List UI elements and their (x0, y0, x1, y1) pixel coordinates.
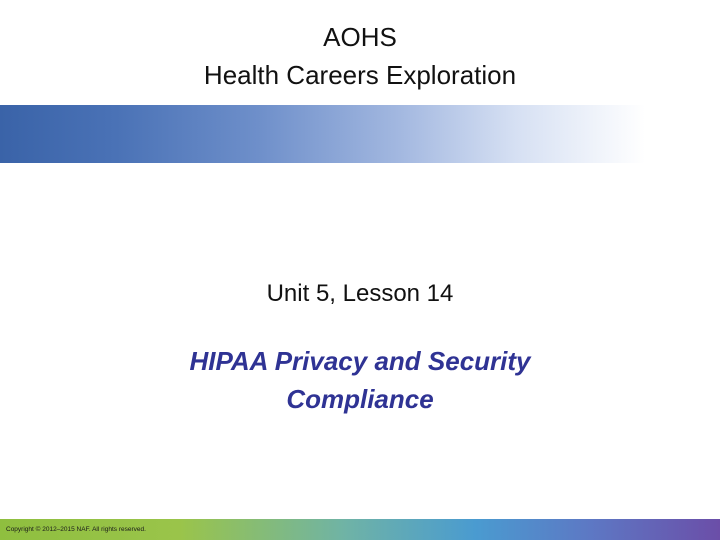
header-gradient-band (0, 105, 645, 163)
lesson-label-text: Unit 5, Lesson 14 (266, 280, 454, 307)
copyright-notice: Copyright © 2012–2015 NAF. All rights reserved. (6, 526, 146, 533)
subtitle-line-1: HIPAA Privacy and Security (189, 346, 531, 376)
lesson-label (0, 278, 720, 310)
slide-header-title (0, 18, 720, 94)
header-title-line-1: AOHS (323, 22, 397, 52)
subtitle-line-2: Compliance (286, 384, 434, 414)
header-title-line-2: Health Careers Exploration (203, 60, 517, 90)
slide-subtitle (130, 342, 590, 418)
